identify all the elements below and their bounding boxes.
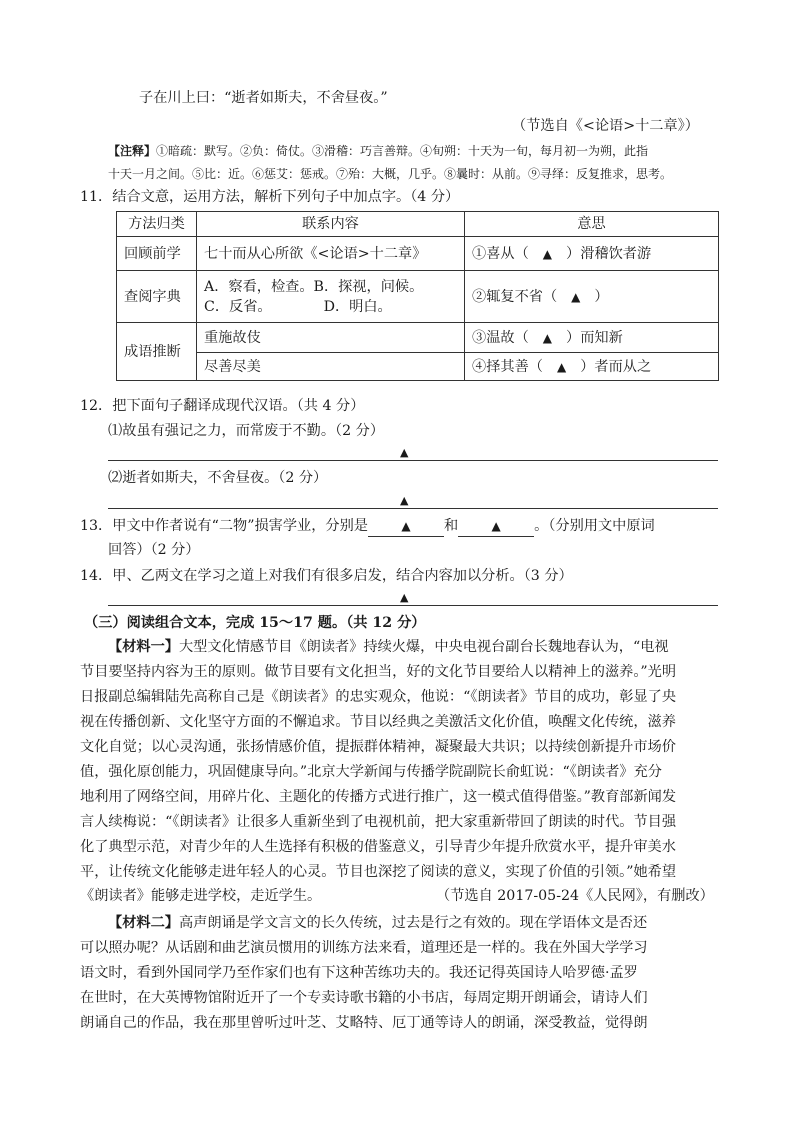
answer-placeholder: ▲ xyxy=(556,359,567,374)
meaning-text: ） xyxy=(594,288,609,305)
meaning-cell xyxy=(465,353,719,381)
definition-line: A．察看，检查。B．探视，问候。 xyxy=(204,278,424,295)
definition-d: D．明白。 xyxy=(323,298,392,315)
sentence-1: ⑴故虽有强记之力，而常废于不勤。（2 分） xyxy=(108,423,385,439)
material-1-line: 地利用了网络空间，用碎片化、主题化的传播方式进行推广，这一模式值得借鉴。”教育部新闻发 xyxy=(80,789,677,805)
material-2-line: 朗诵自己的作品，我在那里曾听过叶芝、艾略特、厄丁通等诗人的朗诵，深受教益，觉得朗 xyxy=(80,1015,648,1031)
annotation-line-1 xyxy=(108,141,648,161)
material-1-line: 日报副总编辑陆先高称自己是《朗读者》的忠实观众，他说：“《朗读者》节目的成功，彰显了央 xyxy=(80,689,677,705)
material-1-text: 大型文化情感节目《朗读者》持续火爆，中央电视台副台长魏地春认为，“电视 xyxy=(178,639,669,655)
meaning-cell xyxy=(465,323,719,353)
table-row xyxy=(117,353,719,381)
meaning-text: ②辄复不省（ xyxy=(472,288,558,305)
table-header: 联系内容 xyxy=(197,212,465,237)
table-row xyxy=(117,323,719,353)
table-row xyxy=(117,271,719,323)
material-1-line: 言人续梅说：“《朗读者》让很多人重新坐到了电视机前，把大家重新带回了朗读的时代。节目强 xyxy=(80,814,677,830)
question-number: 11． xyxy=(80,189,113,205)
annotation-label: 【注释】 xyxy=(108,144,157,158)
quote-text: 子在川上曰：“逝者如斯夫，不舍昼夜。” xyxy=(139,90,388,106)
question-text: 结合文意，运用方法，解析下列句子中加点字。（4 分） xyxy=(112,189,460,205)
answer-placeholder: ▲ xyxy=(400,494,409,507)
answer-placeholder: ▲ xyxy=(571,289,581,304)
meaning-text: ③温故（ xyxy=(472,329,529,346)
answer-placeholder: ▲ xyxy=(401,519,411,533)
material-1-line: 《朗读者》能够走进学校，走近学生。 xyxy=(80,888,322,904)
answer-placeholder: ▲ xyxy=(400,446,409,459)
answer-placeholder: ▲ xyxy=(400,591,409,604)
blank-2[interactable] xyxy=(458,516,534,537)
question-14 xyxy=(80,566,573,586)
table-header: 意思 xyxy=(465,212,719,237)
definition-line xyxy=(204,297,457,317)
answer-placeholder: ▲ xyxy=(542,330,552,345)
definition-c: C．反省。 xyxy=(204,298,272,315)
material-1-line xyxy=(108,637,669,657)
meaning-cell xyxy=(465,237,719,271)
material-1-source: （节选自 2017-05-24《人民网》，有删改） xyxy=(436,888,714,904)
question-13 xyxy=(80,516,655,537)
material-1-line: 文化自觉；以心灵沟通，张扬情感价值，提振群体精神，凝聚最大共识；以持续创新提升市场价 xyxy=(80,739,676,755)
material-2-line: 语文时，看到外国同学乃至作家们也有下这种苦练功夫的。我还记得英国诗人哈罗德·孟罗 xyxy=(80,965,638,981)
answer-line[interactable] xyxy=(108,605,718,606)
meaning-text: ④择其善（ xyxy=(472,358,543,375)
meaning-cell xyxy=(465,271,719,323)
question-text: 甲、乙两文在学习之道上对我们有很多启发，结合内容加以分析。（3 分） xyxy=(112,568,573,584)
meaning-text: ①喜从（ xyxy=(472,245,529,262)
question-text: 和 xyxy=(443,518,459,534)
answer-placeholder: ▲ xyxy=(542,246,552,261)
question-12 xyxy=(80,396,364,416)
method-cell: 查阅字典 xyxy=(117,271,197,323)
content-cell xyxy=(197,271,465,323)
answer-line[interactable] xyxy=(108,508,718,509)
material-2-label: 【材料二】 xyxy=(108,915,179,931)
annotation-line-2: 十天一月之间。⑤比：近。⑥惩艾：惩戒。⑦殆：大概，几乎。⑧曩时：从前。⑨寻绎：反复推求，思考。 xyxy=(108,167,673,181)
material-1-line: 值，强化原创能力，巩固健康导向。”北京大学新闻与传播学院副院长俞虹说：“《朗读者》充分 xyxy=(80,764,662,780)
content-cell: 重施故伎 xyxy=(197,323,465,353)
method-table xyxy=(116,211,719,381)
material-2-line: 在世时，在大英博物馆附近开了一个专卖诗歌书籍的小书店，每周定期开朗诵会，请诗人们 xyxy=(80,990,648,1006)
question-text: 。（分别用文中原词 xyxy=(534,518,655,534)
quote-source: （节选自《<论语>十二章》） xyxy=(512,118,699,134)
material-2-line: 可以照办呢？从话剧和曲艺演员惯用的训练方法来看，道理还是一样的。我在外国大学学习 xyxy=(80,940,648,956)
meaning-text: ）而知新 xyxy=(566,329,623,346)
question-11 xyxy=(80,187,459,207)
meaning-text: ）滑稽饮者游 xyxy=(566,245,652,262)
material-1-label: 【材料一】 xyxy=(108,639,179,655)
question-number: 14． xyxy=(80,568,113,584)
question-text: 甲文中作者说有“二物”损害学业，分别是 xyxy=(112,518,368,534)
content-cell: 七十而从心所欲《<论语>十二章》 xyxy=(197,237,465,271)
table-header-row xyxy=(117,212,719,237)
sentence-2: ⑵逝者如斯夫，不舍昼夜。（2 分） xyxy=(108,470,328,486)
material-1-line: 视在传播创新、文化坚守方面的不懈追求。节目以经典之美激活文化价值，唤醒文化传统，滋养 xyxy=(80,714,676,730)
blank-1[interactable] xyxy=(368,516,444,537)
table-row xyxy=(117,237,719,271)
method-cell: 成语推断 xyxy=(117,323,197,381)
answer-placeholder: ▲ xyxy=(491,519,501,533)
question-13-cont: 回答）（2 分） xyxy=(108,542,200,558)
method-cell: 回顾前学 xyxy=(117,237,197,271)
material-1-line: 节目要坚持内容为王的原则。做节目要有文化担当，好的文化节目要给人以精神上的滋养。”光明 xyxy=(80,664,677,680)
material-2-text: 高声朗诵是学文言文的长久传统，过去是行之有效的。现在学语体文是否还 xyxy=(178,915,648,931)
question-number: 12． xyxy=(80,398,113,414)
material-1-line: 化了典型示范，对青少年的人生选择有积极的借鉴意义，引导青少年提升欣赏水平，提升审美水 xyxy=(80,839,676,855)
material-1-line: 平，让传统文化能够走进年轻人的心灵。节目也深挖了阅读的意义，实现了价值的引领。”她希望 xyxy=(80,864,677,880)
material-2-line xyxy=(108,913,647,933)
table-header: 方法归类 xyxy=(117,212,197,237)
annotation-text-1: ①暗疏：默写。②负：倚仗。③滑稽：巧言善辩。④旬朔：十天为一旬，每月初一为朔，此指 xyxy=(156,144,649,158)
section-title: （三）阅读组合文本，完成 15～17 题。（共 12 分） xyxy=(84,615,426,631)
question-number: 13． xyxy=(80,518,113,534)
meaning-text: ）者而从之 xyxy=(580,358,652,375)
question-text: 把下面句子翻译成现代汉语。（共 4 分） xyxy=(112,398,365,414)
content-cell: 尽善尽美 xyxy=(197,353,465,381)
answer-line[interactable] xyxy=(108,460,718,461)
